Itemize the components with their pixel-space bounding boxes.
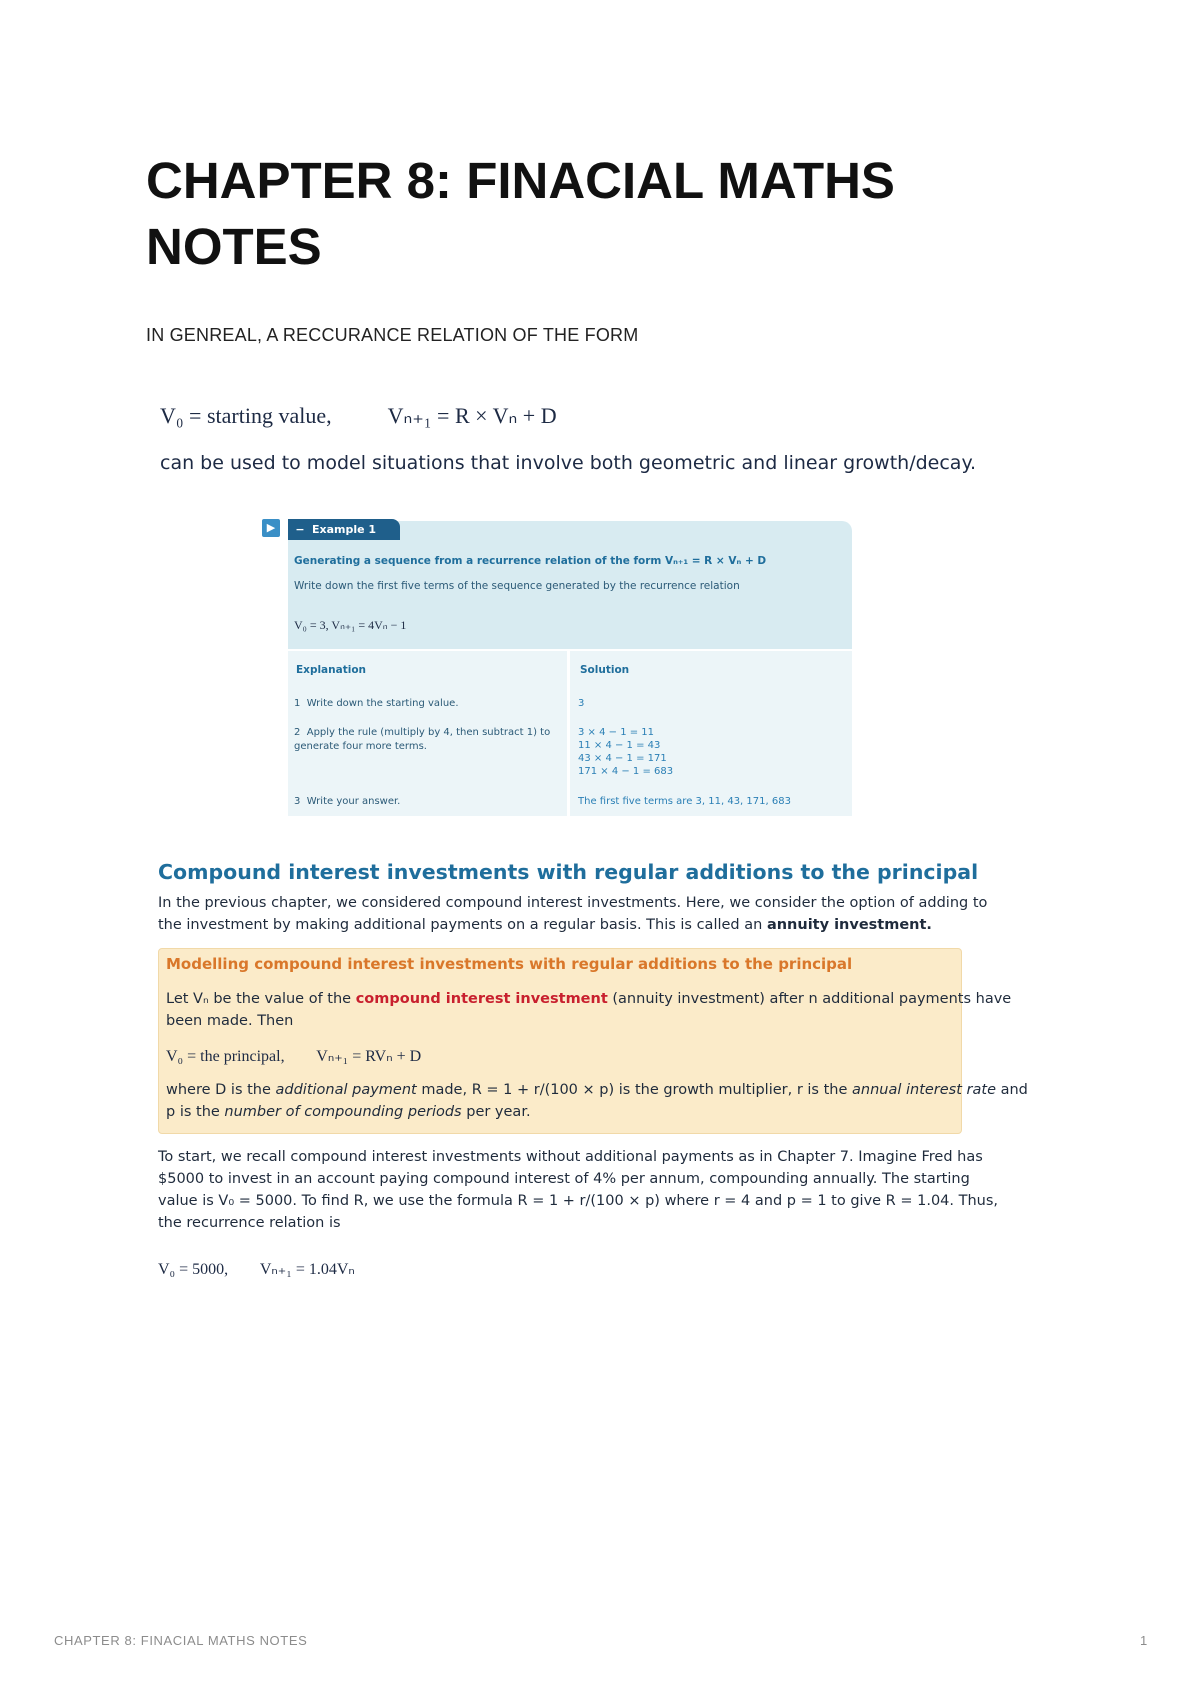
solution-3: The first five terms are 3, 11, 43, 171, 683	[578, 796, 791, 807]
play-icon[interactable]: ▶	[262, 519, 280, 537]
example-tab[interactable]	[288, 519, 400, 540]
fred-recurrence: V₀ = 5000, Vₙ₊₁ = 1.04Vₙ	[158, 1261, 355, 1278]
definition-line-2: been made. Then	[166, 1013, 294, 1029]
solution-line: 43 × 4 − 1 = 171	[578, 753, 667, 764]
step-text: Write your answer.	[306, 796, 401, 807]
definition-text-part: (annuity investment) after n additional payments have	[607, 991, 1012, 1007]
page-number: 1	[1140, 1633, 1148, 1648]
step-text: Apply the rule (multiply by 4, then subtract 1) to generate four more terms.	[294, 727, 551, 752]
where-text: and	[996, 1082, 1028, 1098]
section-intro	[158, 892, 987, 936]
definition-text	[166, 988, 1011, 1032]
explanation-header: Explanation	[296, 664, 367, 676]
definition-where	[166, 1079, 1028, 1123]
formula-start-value: V₀ = starting value,	[160, 403, 332, 428]
solution-2	[578, 726, 673, 778]
intro-line-2	[158, 914, 987, 936]
step-number: 1	[294, 698, 301, 709]
column-divider	[567, 651, 570, 816]
example-relation: V₀ = 3, Vₙ₊₁ = 4Vₙ − 1	[294, 618, 407, 632]
example-heading: Generating a sequence from a recurrence relation of the form Vₙ₊₁ = R × Vₙ + D	[294, 555, 767, 567]
where-italic: additional payment	[275, 1082, 417, 1098]
step-number: 2	[294, 727, 301, 738]
solution-header: Solution	[580, 664, 630, 676]
step-3	[294, 795, 554, 809]
solution-1: 3	[578, 698, 585, 709]
page-title: CHAPTER 8: FINACIAL MATHS NOTES	[146, 152, 895, 275]
where-italic: annual interest rate	[852, 1082, 996, 1098]
example-instruction: Write down the first five terms of the sequence generated by the recurrence relation	[294, 580, 740, 592]
step-number: 3	[294, 796, 301, 807]
where-text: made, R = 1 + r/(100 × p) is the growth multiplier, r is the	[416, 1082, 852, 1098]
definition-line-1	[166, 988, 1011, 1010]
where-line	[166, 1079, 1028, 1101]
definition-title: Modelling compound interest investments with regular additions to the principal	[166, 955, 853, 973]
definition-text-part: Let Vₙ be the value of the	[166, 991, 356, 1007]
section-heading: Compound interest investments with regular additions to the principal	[158, 860, 979, 884]
definition-formula: V₀ = the principal, Vₙ₊₁ = RVₙ + D	[166, 1048, 422, 1065]
solution-line: 171 × 4 − 1 = 683	[578, 766, 674, 777]
where-text: per year.	[461, 1104, 531, 1120]
intro-line-1: In the previous chapter, we considered compound interest investments. Here, we consider the option of adding to	[158, 895, 988, 911]
collapse-icon[interactable]: −	[295, 523, 305, 536]
example-paragraph	[158, 1146, 998, 1234]
paragraph-line: To start, we recall compound interest investments without additional payments as in Chapter 7. Imagine Fred has	[158, 1149, 983, 1165]
step-1	[294, 697, 554, 711]
intro-text: the investment by making additional payments on a regular basis. This is called an	[158, 917, 767, 933]
highlight-term: compound interest investment	[355, 991, 608, 1007]
paragraph-line: the recurrence relation is	[158, 1215, 341, 1231]
step-2	[294, 726, 554, 754]
intro-heading: IN GENREAL, A RECCURANCE RELATION OF THE FORM	[146, 325, 639, 345]
solution-line: 3 × 4 − 1 = 11	[578, 727, 655, 738]
footer-title: CHAPTER 8: FINACIAL MATHS NOTES	[54, 1633, 308, 1648]
example-tab-label: Example 1	[312, 523, 377, 536]
annuity-term: annuity investment.	[766, 917, 932, 933]
where-line-2	[166, 1101, 1028, 1123]
recurrence-formula	[160, 403, 557, 429]
paragraph-line: value is V₀ = 5000. To find R, we use the formula R = 1 + r/(100 × p) where r = 4 and p = 1 to give R = 1.04. Thus,	[158, 1193, 999, 1209]
formula-description: can be used to model situations that involve both geometric and linear growth/decay.	[160, 452, 977, 474]
step-text: Write down the starting value.	[306, 698, 459, 709]
where-italic: number of compounding periods	[224, 1104, 462, 1120]
where-text: where D is the	[166, 1082, 276, 1098]
solution-line: 11 × 4 − 1 = 43	[578, 740, 661, 751]
formula-recurrence: Vₙ₊₁ = R × Vₙ + D	[387, 403, 557, 428]
where-text: p is the	[166, 1104, 225, 1120]
paragraph-line: $5000 to invest in an account paying compound interest of 4% per annum, compounding annually. The starting	[158, 1171, 970, 1187]
